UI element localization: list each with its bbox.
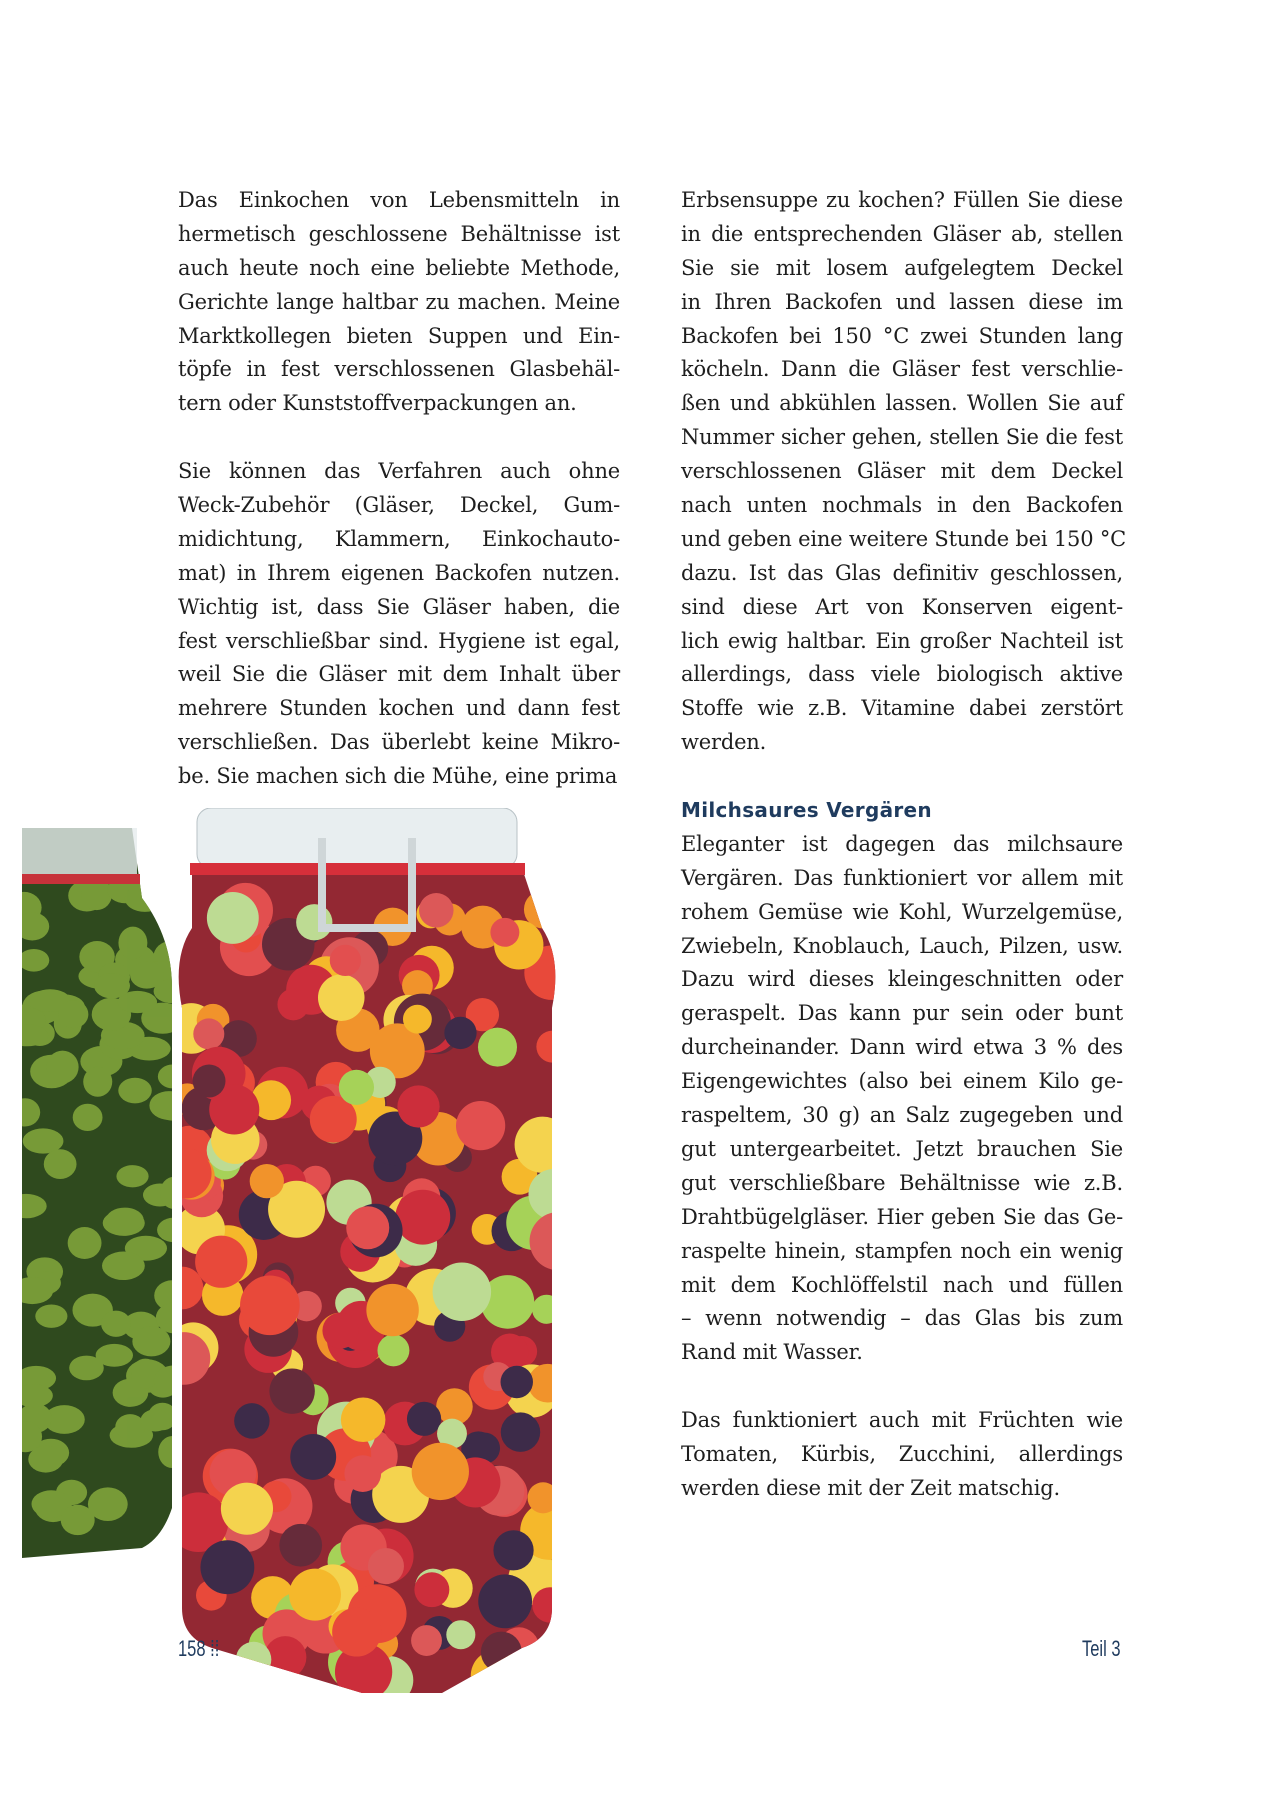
text-line: verschließen. Das überlebt keine Mikro- (178, 730, 620, 755)
text-line: auch heute noch eine beliebte Methode, (178, 255, 620, 280)
paragraph-gap (681, 1370, 1123, 1404)
text-line: be. Sie machen sich die Mühe, eine prima (178, 764, 618, 789)
text-line: geraspelt. Das kann pur sein oder bunt (681, 1001, 1123, 1026)
text-line: raspelte hinein, stampfen noch ein wenig (681, 1238, 1123, 1263)
green-bean (69, 1356, 104, 1381)
text-line: dazu. Ist das Glas definitiv geschlossen, (681, 560, 1123, 585)
text-line: Dazu wird dieses kleingeschnitten oder (681, 967, 1123, 992)
text-line: Vergären. Das funktioniert vor allem mit (681, 865, 1123, 890)
green-bean (149, 877, 184, 903)
green-bean (118, 927, 147, 960)
text-line: Eigengewichtes (also bei einem Kilo ge- (681, 1069, 1123, 1094)
back-jar (22, 808, 196, 1568)
text-line: mat) in Ihrem eigenen Backofen nutzen. (178, 560, 620, 585)
text-line: werden diese mit der Zeit matschig. (681, 1475, 1060, 1500)
text-line: mehrere Stunden kochen und dann fest (178, 696, 620, 721)
right-column (681, 184, 1127, 1506)
text-line: tern oder Kunststoffverpackungen an. (178, 391, 577, 416)
text-line: gut untergearbeitet. Jetzt brauchen Sie (681, 1136, 1123, 1161)
section-heading: Milchsaures Vergären (681, 798, 932, 823)
text-line: rohem Gemüse wie Kohl, Wurzelgemüse, (681, 899, 1123, 924)
page-number: 158 ⁞⁞ (178, 1636, 220, 1661)
text-line: Gerichte lange haltbar zu machen. Meine (178, 289, 620, 314)
text-line: nach unten nochmals in den Backofen (681, 493, 1123, 518)
vegetable-piece (538, 896, 569, 927)
text-line: töpfe in fest verschlossenen Glasbehäl- (178, 357, 620, 382)
text-line: Wichtig ist, dass Sie Gläser haben, die (178, 594, 620, 619)
text-line: Sie sie mit losem aufgelegtem Deckel (681, 255, 1123, 280)
text-line: Erbsensuppe zu kochen? Füllen Sie diese (681, 188, 1123, 212)
green-bean (61, 1505, 95, 1535)
pickled-vegetable-jars-photo (22, 808, 642, 1698)
green-bean (106, 1208, 144, 1233)
text-line: Zwiebeln, Knoblauch, Lauch, Pilzen, usw. (681, 933, 1123, 958)
text-line: Das funktioniert auch mit Früchten wie (681, 1408, 1123, 1433)
text-line: durcheinander. Dann wird etwa 3 % des (681, 1035, 1123, 1060)
front-jar (158, 808, 588, 1698)
green-bean (132, 1326, 170, 1356)
green-bean (101, 1311, 131, 1337)
section-label: Teil 3 (1082, 1636, 1121, 1661)
text-line: raspeltem, 30 g) an Salz zugegeben und (681, 1103, 1123, 1128)
green-bean (116, 1165, 148, 1187)
text-line: in die entsprechenden Gläser ab, stellen (681, 221, 1123, 246)
text-line: Sie können das Verfahren auch ohne (178, 459, 620, 484)
green-bean (68, 1227, 102, 1259)
text-line: verschlossenen Gläser mit dem Deckel (681, 459, 1123, 484)
green-bean (73, 1104, 103, 1131)
text-line: und geben eine weitere Stunde bei 150 °C (681, 526, 1127, 551)
text-line: Weck-Zubehör (Gläser, Deckel, Gum- (178, 493, 620, 518)
text-line: lich ewig haltbar. Ein großer Nachteil ist (681, 628, 1123, 653)
green-bean (130, 961, 164, 988)
text-line: Backofen bei 150 °C zwei Stunden lang (681, 323, 1123, 348)
text-line: fest verschließbar sind. Hygiene ist egal, (178, 628, 620, 653)
text-line: allerdings, dass viele biologisch aktive (681, 662, 1123, 687)
left-column (178, 184, 620, 794)
green-bean (118, 1078, 152, 1104)
green-bean (28, 1446, 63, 1473)
green-bean (44, 1149, 77, 1179)
text-line: werden. (681, 730, 767, 755)
green-bean (35, 1305, 67, 1328)
text-line: midichtung, Klammern, Einkochauto- (178, 526, 620, 551)
text-line: mit dem Kochlöffelstil nach und füllen (681, 1272, 1123, 1297)
green-bean (59, 1000, 89, 1028)
green-bean (141, 1409, 170, 1431)
text-line: Nummer sicher gehen, stellen Sie die fest (681, 425, 1123, 450)
text-line: gut verschließbare Behältnisse wie z.B. (681, 1170, 1123, 1195)
vegetable-piece (280, 1673, 308, 1698)
green-bean (94, 973, 130, 998)
text-line: Marktkollegen bieten Suppen und Ein- (178, 323, 620, 348)
text-line: Drahtbügelgläser. Hier geben Sie das Ge- (681, 1204, 1123, 1229)
text-line: ßen und abkühlen lassen. Wollen Sie auf (681, 391, 1123, 416)
green-bean (83, 1067, 112, 1097)
paragraph-gap (178, 421, 620, 455)
text-line: Eleganter ist dagegen das milchsaure (681, 831, 1123, 856)
text-line: hermetisch geschlossene Behältnisse ist (178, 221, 620, 246)
text-line: in Ihren Backofen und lassen diese im (681, 289, 1123, 314)
green-bean (46, 1051, 78, 1084)
text-line: – wenn notwendig – das Glas bis zum (681, 1306, 1123, 1331)
text-line: sind diese Art von Konserven eigent- (681, 594, 1123, 619)
text-line: köcheln. Dann die Gläser fest verschlie- (681, 357, 1123, 382)
green-bean (125, 885, 165, 912)
text-line: weil Sie die Gläser mit dem Inhalt über (178, 662, 620, 687)
text-line: Stoffe wie z.B. Vitamine dabei zerstört (681, 696, 1123, 721)
green-bean (102, 1252, 145, 1281)
text-line: Das Einkochen von Lebensmitteln in (178, 188, 620, 212)
paragraph-gap (681, 760, 1123, 794)
vegetable-piece (535, 1657, 571, 1693)
green-bean (115, 1414, 145, 1440)
text-line: Rand mit Wasser. (681, 1340, 863, 1365)
text-line: Tomaten, Kürbis, Zucchini, allerdings (681, 1441, 1123, 1466)
